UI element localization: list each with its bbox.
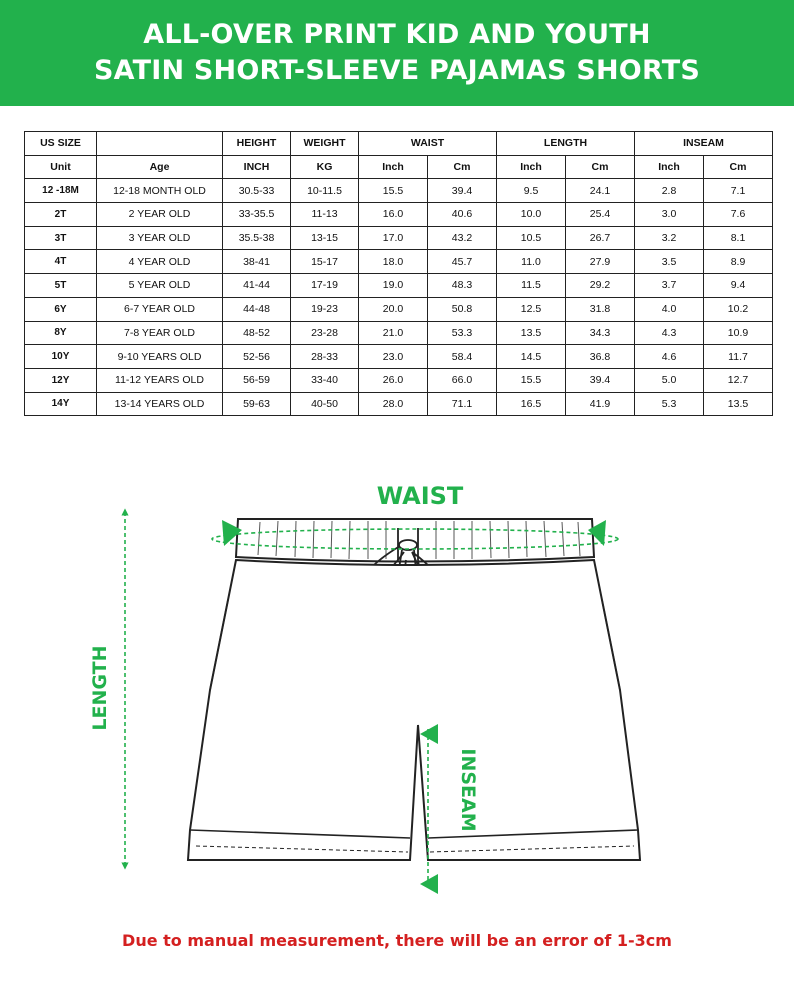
cell-weight: 33-40 xyxy=(291,368,359,392)
cell-inseam-inch: 3.0 xyxy=(635,203,704,227)
cell-waist-cm: 48.3 xyxy=(428,274,497,298)
cell-inseam-cm: 12.7 xyxy=(704,368,773,392)
cell-inseam-inch: 4.0 xyxy=(635,297,704,321)
header-blank xyxy=(97,132,223,156)
cell-waist-cm: 66.0 xyxy=(428,368,497,392)
cell-waist-cm: 43.2 xyxy=(428,226,497,250)
cell-length-cm: 27.9 xyxy=(566,250,635,274)
cell-inseam-inch: 4.3 xyxy=(635,321,704,345)
cell-waist-inch: 15.5 xyxy=(359,179,428,203)
header-age: Age xyxy=(97,155,223,179)
cell-inseam-cm: 11.7 xyxy=(704,345,773,369)
cell-inseam-inch: 4.6 xyxy=(635,345,704,369)
cell-length-cm: 39.4 xyxy=(566,368,635,392)
header-inseam-cm: Cm xyxy=(704,155,773,179)
header-inseam-inch: Inch xyxy=(635,155,704,179)
header-waist-inch: Inch xyxy=(359,155,428,179)
table-row xyxy=(25,226,773,250)
table-header-row-2 xyxy=(25,155,773,179)
cell-inseam-cm: 7.1 xyxy=(704,179,773,203)
cell-length-cm: 34.3 xyxy=(566,321,635,345)
title-banner xyxy=(0,0,794,106)
cell-age: 4 YEAR OLD xyxy=(97,250,223,274)
cell-inseam-cm: 8.9 xyxy=(704,250,773,274)
shorts-diagram xyxy=(0,470,794,910)
cell-waist-inch: 16.0 xyxy=(359,203,428,227)
cell-waist-cm: 50.8 xyxy=(428,297,497,321)
cell-size: 2T xyxy=(25,203,97,227)
cell-height: 38-41 xyxy=(223,250,291,274)
header-length-inch: Inch xyxy=(497,155,566,179)
cell-size: 5T xyxy=(25,274,97,298)
size-chart-table xyxy=(24,131,773,416)
table-body xyxy=(25,179,773,416)
table-row xyxy=(25,297,773,321)
header-height: HEIGHT xyxy=(223,132,291,156)
cell-size: 10Y xyxy=(25,345,97,369)
cell-inseam-inch: 5.0 xyxy=(635,368,704,392)
header-length: LENGTH xyxy=(497,132,635,156)
cell-weight: 23-28 xyxy=(291,321,359,345)
cell-waist-inch: 19.0 xyxy=(359,274,428,298)
cell-length-cm: 41.9 xyxy=(566,392,635,416)
cell-weight: 28-33 xyxy=(291,345,359,369)
table-row xyxy=(25,392,773,416)
table-row xyxy=(25,345,773,369)
cell-weight: 19-23 xyxy=(291,297,359,321)
cell-waist-inch: 18.0 xyxy=(359,250,428,274)
cell-length-cm: 36.8 xyxy=(566,345,635,369)
header-weight: WEIGHT xyxy=(291,132,359,156)
cell-length-inch: 11.0 xyxy=(497,250,566,274)
header-height-unit: INCH xyxy=(223,155,291,179)
cell-weight: 11-13 xyxy=(291,203,359,227)
cell-inseam-cm: 10.2 xyxy=(704,297,773,321)
cell-length-inch: 16.5 xyxy=(497,392,566,416)
cell-age: 5 YEAR OLD xyxy=(97,274,223,298)
cell-waist-cm: 58.4 xyxy=(428,345,497,369)
cell-size: 6Y xyxy=(25,297,97,321)
shorts-body xyxy=(188,560,640,860)
cell-waist-inch: 20.0 xyxy=(359,297,428,321)
header-length-cm: Cm xyxy=(566,155,635,179)
cell-size: 12Y xyxy=(25,368,97,392)
table-row xyxy=(25,250,773,274)
cell-inseam-cm: 7.6 xyxy=(704,203,773,227)
cell-waist-cm: 71.1 xyxy=(428,392,497,416)
inseam-arrow-bottom xyxy=(420,874,438,894)
cell-weight: 40-50 xyxy=(291,392,359,416)
header-waist: WAIST xyxy=(359,132,497,156)
cell-size: 8Y xyxy=(25,321,97,345)
cell-waist-inch: 23.0 xyxy=(359,345,428,369)
cell-age: 2 YEAR OLD xyxy=(97,203,223,227)
cell-length-inch: 10.0 xyxy=(497,203,566,227)
table-row xyxy=(25,274,773,298)
waist-label: WAIST xyxy=(376,482,464,510)
cell-inseam-cm: 9.4 xyxy=(704,274,773,298)
cell-size: 4T xyxy=(25,250,97,274)
table-row xyxy=(25,179,773,203)
cell-size: 14Y xyxy=(25,392,97,416)
cell-length-cm: 26.7 xyxy=(566,226,635,250)
cell-weight: 15-17 xyxy=(291,250,359,274)
header-unit: Unit xyxy=(25,155,97,179)
cell-weight: 13-15 xyxy=(291,226,359,250)
cell-waist-cm: 53.3 xyxy=(428,321,497,345)
cell-length-inch: 12.5 xyxy=(497,297,566,321)
cell-waist-inch: 17.0 xyxy=(359,226,428,250)
title-line-2: SATIN SHORT-SLEEVE PAJAMAS SHORTS xyxy=(93,55,700,86)
cell-height: 52-56 xyxy=(223,345,291,369)
cell-waist-inch: 26.0 xyxy=(359,368,428,392)
table-row xyxy=(25,368,773,392)
cell-height: 48-52 xyxy=(223,321,291,345)
measurement-note: Due to manual measurement, there will be an error of 1-3cm xyxy=(122,931,672,950)
cell-waist-cm: 45.7 xyxy=(428,250,497,274)
title-line-1: ALL-OVER PRINT KID AND YOUTH xyxy=(143,19,651,50)
cell-inseam-cm: 8.1 xyxy=(704,226,773,250)
cell-height: 56-59 xyxy=(223,368,291,392)
cell-inseam-inch: 3.2 xyxy=(635,226,704,250)
cell-inseam-inch: 5.3 xyxy=(635,392,704,416)
cell-weight: 17-19 xyxy=(291,274,359,298)
cell-waist-inch: 28.0 xyxy=(359,392,428,416)
cell-age: 13-14 YEARS OLD xyxy=(97,392,223,416)
cell-size: 3T xyxy=(25,226,97,250)
table-row xyxy=(25,203,773,227)
cell-length-inch: 15.5 xyxy=(497,368,566,392)
cell-inseam-inch: 3.5 xyxy=(635,250,704,274)
cell-age: 11-12 YEARS OLD xyxy=(97,368,223,392)
cell-length-cm: 29.2 xyxy=(566,274,635,298)
cell-waist-cm: 39.4 xyxy=(428,179,497,203)
cell-length-inch: 11.5 xyxy=(497,274,566,298)
cell-length-cm: 25.4 xyxy=(566,203,635,227)
cell-height: 41-44 xyxy=(223,274,291,298)
cell-waist-inch: 21.0 xyxy=(359,321,428,345)
cell-age: 7-8 YEAR OLD xyxy=(97,321,223,345)
cell-height: 33-35.5 xyxy=(223,203,291,227)
cell-length-inch: 9.5 xyxy=(497,179,566,203)
cell-height: 44-48 xyxy=(223,297,291,321)
cell-inseam-cm: 10.9 xyxy=(704,321,773,345)
cell-weight: 10-11.5 xyxy=(291,179,359,203)
header-waist-cm: Cm xyxy=(428,155,497,179)
cell-length-cm: 24.1 xyxy=(566,179,635,203)
cell-length-cm: 31.8 xyxy=(566,297,635,321)
cell-size: 12 -18M xyxy=(25,179,97,203)
table-header-row-1 xyxy=(25,132,773,156)
cell-height: 59-63 xyxy=(223,392,291,416)
cell-age: 3 YEAR OLD xyxy=(97,226,223,250)
cell-age: 6-7 YEAR OLD xyxy=(97,297,223,321)
cell-inseam-inch: 2.8 xyxy=(635,179,704,203)
cell-inseam-inch: 3.7 xyxy=(635,274,704,298)
header-weight-unit: KG xyxy=(291,155,359,179)
table-row xyxy=(25,321,773,345)
header-inseam: INSEAM xyxy=(635,132,773,156)
cell-length-inch: 10.5 xyxy=(497,226,566,250)
cell-length-inch: 13.5 xyxy=(497,321,566,345)
cell-age: 9-10 YEARS OLD xyxy=(97,345,223,369)
cell-age: 12-18 MONTH OLD xyxy=(97,179,223,203)
cell-inseam-cm: 13.5 xyxy=(704,392,773,416)
cell-height: 35.5-38 xyxy=(223,226,291,250)
header-us-size: US SIZE xyxy=(25,132,97,156)
cell-height: 30.5-33 xyxy=(223,179,291,203)
cell-waist-cm: 40.6 xyxy=(428,203,497,227)
cell-length-inch: 14.5 xyxy=(497,345,566,369)
